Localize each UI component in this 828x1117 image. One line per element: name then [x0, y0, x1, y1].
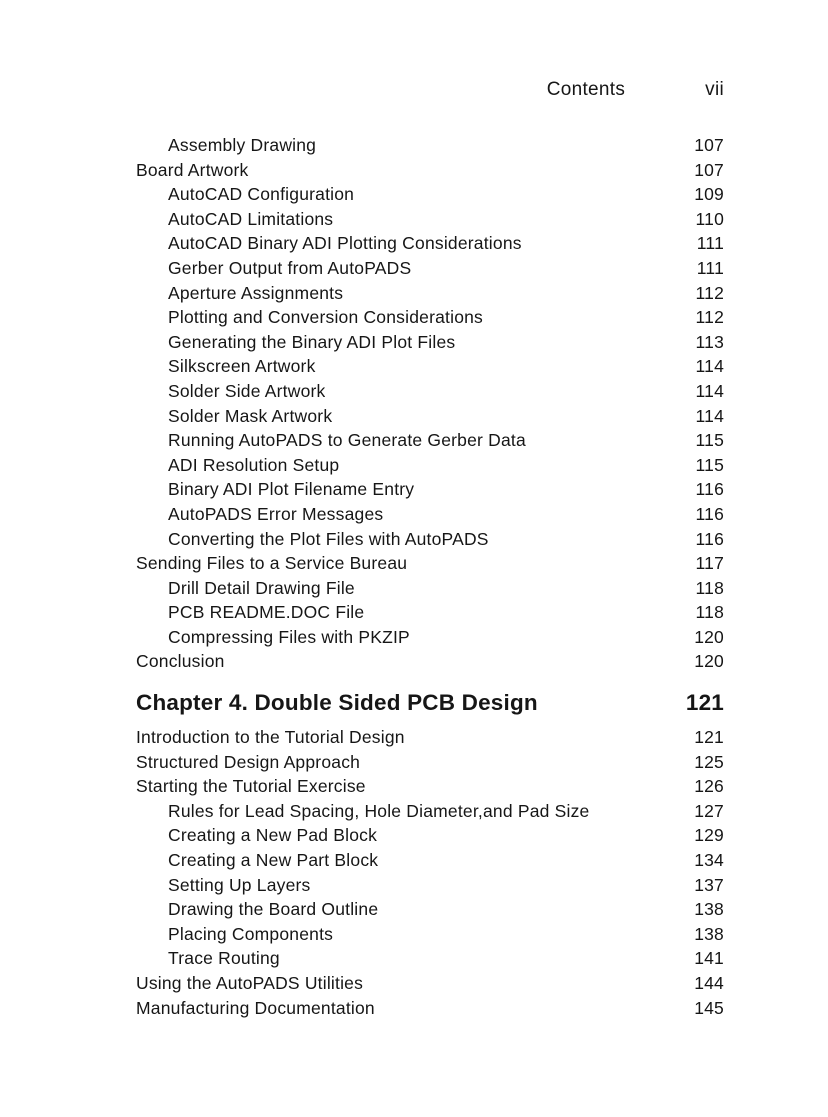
toc-entry-label: Aperture Assignments	[168, 282, 344, 303]
toc-entry-label: Drawing the Board Outline	[168, 899, 379, 920]
toc-entry-page-number: 114	[695, 356, 724, 377]
toc-entry-page-number: 114	[695, 405, 724, 426]
toc-entry-label: Gerber Output from AutoPADS	[168, 257, 412, 278]
toc-entry-page-number: 116	[695, 503, 724, 524]
toc-entry	[136, 725, 724, 750]
toc-entry	[136, 428, 724, 453]
toc-entry-label: Compressing Files with PKZIP	[168, 626, 410, 647]
chapter-heading-label: Chapter 4. Double Sided PCB Design	[136, 690, 538, 716]
toc-entry-page-number: 134	[694, 850, 724, 871]
toc-entry-page-number: 115	[695, 454, 724, 475]
toc-entry	[136, 281, 724, 306]
toc-entry-page-number: 129	[694, 825, 724, 846]
toc-entry-label: AutoCAD Configuration	[168, 184, 355, 205]
toc-entry-label: Setting Up Layers	[168, 874, 311, 895]
header-title: Contents	[546, 79, 626, 100]
toc-list	[136, 133, 724, 1020]
toc-entry-page-number: 113	[695, 331, 724, 352]
toc-entry-page-number: 117	[695, 553, 724, 574]
toc-entry-page-number: 109	[694, 184, 724, 205]
toc-entry-page-number: 118	[695, 577, 724, 598]
toc-entry	[136, 750, 724, 775]
toc-entry-label: Board Artwork	[136, 159, 249, 180]
toc-entry-label: Solder Mask Artwork	[168, 405, 333, 426]
toc-entry-page-number: 145	[694, 997, 724, 1018]
toc-entry-page-number: 114	[695, 380, 724, 401]
toc-entry	[136, 477, 724, 502]
header-page-number: vii	[705, 79, 724, 100]
toc-entry-page-number: 138	[694, 899, 724, 920]
toc-entry-page-number: 107	[694, 159, 724, 180]
toc-entry-label: PCB README.DOC File	[168, 602, 365, 623]
toc-entry-label: Converting the Plot Files with AutoPADS	[168, 528, 489, 549]
toc-entry-label: AutoCAD Binary ADI Plotting Considerations	[168, 233, 522, 254]
toc-entry	[136, 996, 724, 1021]
toc-entry	[136, 551, 724, 576]
toc-entry	[136, 133, 724, 158]
toc-entry-page-number: 137	[694, 874, 724, 895]
toc-entry-label: Structured Design Approach	[136, 751, 361, 772]
toc-entry-label: Drill Detail Drawing File	[168, 577, 355, 598]
toc-entry-page-number: 126	[694, 776, 724, 797]
toc-entry-label: AutoPADS Error Messages	[168, 503, 384, 524]
toc-entry-label: Running AutoPADS to Generate Gerber Data	[168, 430, 526, 451]
toc-entry	[136, 625, 724, 650]
toc-entry-page-number: 115	[695, 430, 724, 451]
toc-entry	[136, 231, 724, 256]
toc-entry-page-number: 116	[695, 479, 724, 500]
toc-entry-page-number: 118	[695, 602, 724, 623]
toc-entry-label: Rules for Lead Spacing, Hole Diameter,and Pad Size	[168, 800, 590, 821]
toc-entry	[136, 823, 724, 848]
toc-entry	[136, 379, 724, 404]
toc-entry	[136, 774, 724, 799]
toc-entry	[136, 897, 724, 922]
toc-entry-page-number: 120	[694, 626, 724, 647]
toc-entry	[136, 404, 724, 429]
toc-entry-label: Starting the Tutorial Exercise	[136, 776, 366, 797]
toc-entry-label: Trace Routing	[168, 948, 280, 969]
toc-entry-page-number: 125	[694, 751, 724, 772]
toc-entry	[136, 799, 724, 824]
toc-entry-label: Introduction to the Tutorial Design	[136, 727, 405, 748]
toc-entry-page-number: 144	[694, 973, 724, 993]
toc-entry-page-number: 111	[696, 233, 724, 254]
toc-entry	[136, 922, 724, 947]
toc-entry	[136, 649, 724, 674]
toc-entry	[136, 305, 724, 330]
toc-entry	[136, 158, 724, 183]
page-header	[136, 77, 724, 103]
toc-entry-page-number: 141	[694, 948, 724, 969]
toc-entry	[136, 256, 724, 281]
chapter-heading-page-number: 121	[685, 690, 724, 716]
toc-entry	[136, 576, 724, 601]
toc-entry	[136, 354, 724, 379]
toc-entry-page-number: 121	[694, 727, 724, 748]
toc-entry-label: Binary ADI Plot Filename Entry	[168, 479, 415, 500]
toc-entry-label: Placing Components	[168, 923, 334, 944]
toc-entry-label: Plotting and Conversion Considerations	[168, 307, 484, 328]
toc-entry	[136, 600, 724, 625]
toc-entry-label: ADI Resolution Setup	[168, 454, 340, 475]
toc-entry-page-number: 120	[694, 651, 724, 672]
toc-entry-label: Solder Side Artwork	[168, 380, 326, 401]
toc-entry-page-number: 111	[696, 257, 724, 278]
toc-entry-label: Conclusion	[136, 651, 225, 672]
toc-entry	[136, 873, 724, 898]
toc-entry	[136, 207, 724, 232]
toc-entry	[136, 527, 724, 552]
toc-entry-page-number: 116	[695, 528, 724, 549]
toc-entry	[136, 330, 724, 355]
toc-entry-label: Creating a New Pad Block	[168, 825, 378, 846]
toc-entry-page-number: 110	[695, 208, 724, 229]
toc-entry-label: Using the AutoPADS Utilities	[136, 973, 364, 993]
toc-entry-label: Assembly Drawing	[168, 135, 317, 155]
toc-entry-label: Creating a New Part Block	[168, 850, 379, 871]
toc-entry-label: AutoCAD Limitations	[168, 208, 334, 229]
toc-entry-label: Manufacturing Documentation	[136, 997, 375, 1018]
toc-entry-page-number: 107	[694, 135, 724, 155]
toc-entry-page-number: 138	[694, 923, 724, 944]
toc-entry	[136, 848, 724, 873]
toc-entry	[136, 946, 724, 971]
toc-entry-label: Sending Files to a Service Bureau	[136, 553, 408, 574]
toc-entry-page-number: 112	[695, 307, 724, 328]
toc-entry-page-number: 112	[695, 282, 724, 303]
toc-entry	[136, 502, 724, 527]
toc-entry-label: Silkscreen Artwork	[168, 356, 316, 377]
toc-entry	[136, 182, 724, 207]
toc-entry	[136, 453, 724, 478]
toc-entry-page-number: 127	[694, 800, 724, 821]
toc-entry-label: Generating the Binary ADI Plot Files	[168, 331, 456, 352]
chapter-heading	[136, 688, 724, 718]
toc-entry	[136, 971, 724, 996]
